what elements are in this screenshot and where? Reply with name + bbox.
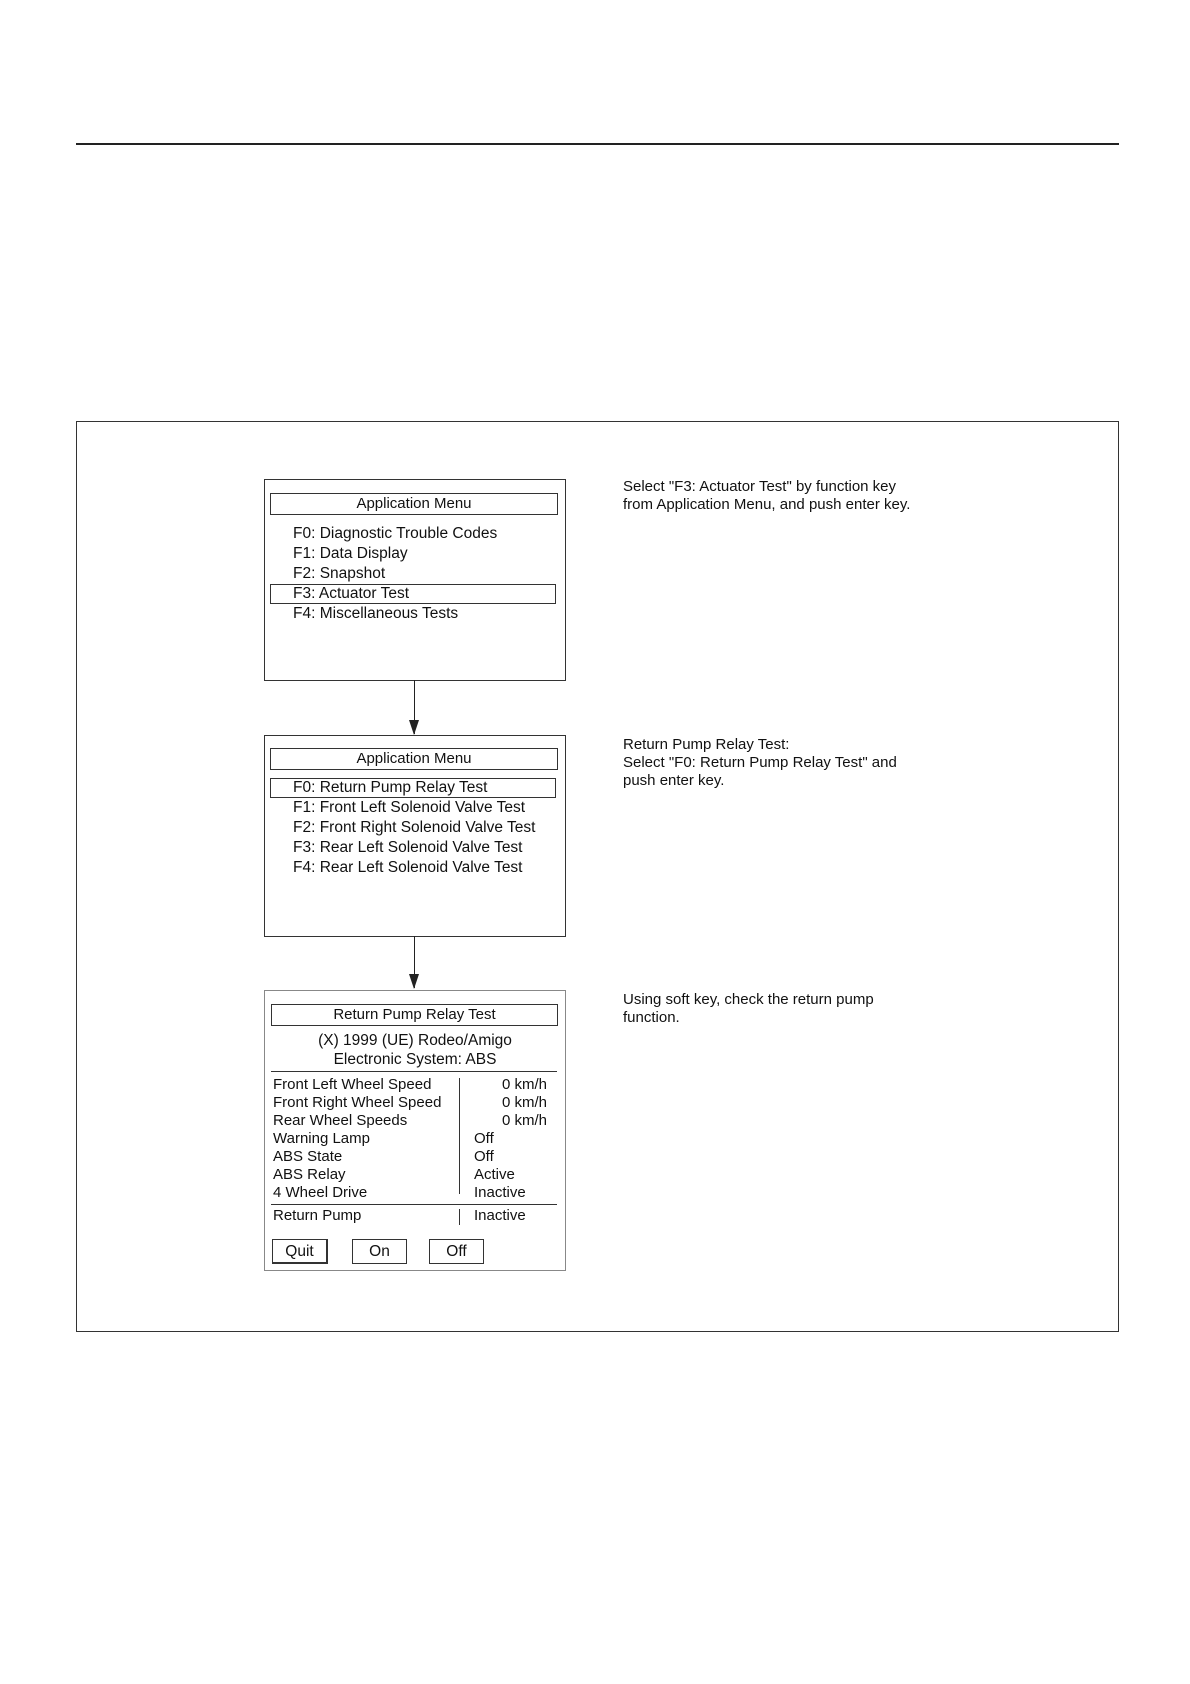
function-key-label: F2 [293, 819, 312, 836]
menu-item-f0[interactable]: F0: Diagnostic Trouble Codes [293, 525, 498, 542]
menu-item-f0-selected[interactable]: F0: Return Pump Relay Test [270, 778, 556, 798]
menu-item-label: Rear Left Solenoid Valve Test [319, 859, 523, 876]
menu-item-label: Return Pump Relay Test [319, 779, 488, 796]
screen-title: Application Menu [270, 493, 558, 515]
menu-item-label: Rear Left Solenoid Valve Test [319, 839, 523, 856]
menu-item-label: Miscellaneous Tests [319, 605, 459, 622]
divider [271, 1071, 557, 1072]
menu-item-label: Data Display [319, 545, 408, 562]
return-pump-row [273, 1207, 558, 1225]
screen-title: Return Pump Relay Test [271, 1004, 558, 1026]
menu-item-f1[interactable]: F1: Front Left Solenoid Valve Test [293, 799, 526, 816]
menu-item-f4[interactable]: F4: Rear Left Solenoid Valve Test [293, 859, 523, 876]
screen-actuator-test-menu [264, 735, 566, 937]
system-info: Electronic System: ABS [333, 1051, 497, 1068]
function-key-label: F4 [293, 859, 312, 876]
note-line: push enter key. [623, 772, 725, 789]
screen-title: Application Menu [270, 748, 558, 770]
menu-item-f4[interactable]: F4: Miscellaneous Tests [293, 605, 459, 622]
off-button[interactable]: Off [429, 1239, 484, 1264]
note-line: Select "F0: Return Pump Relay Test" and [623, 754, 897, 771]
table-row [273, 1112, 558, 1130]
table-row [273, 1184, 558, 1202]
row-label: ABS Relay [273, 1166, 346, 1183]
function-key-label: F2 [293, 565, 312, 582]
on-button[interactable]: On [352, 1239, 407, 1264]
function-key-label: F1 [293, 799, 312, 816]
menu-item-label: Front Right Solenoid Valve Test [319, 819, 536, 836]
row-label: Return Pump [273, 1207, 362, 1224]
note-line: function. [623, 1009, 680, 1026]
row-label: Warning Lamp [273, 1130, 370, 1147]
row-value: 0 km/h [501, 1076, 547, 1093]
menu-item-f1[interactable]: F1: Data Display [293, 545, 408, 562]
menu-item-f3[interactable]: F3: Rear Left Solenoid Valve Test [293, 839, 523, 856]
row-label: 4 Wheel Drive [273, 1184, 368, 1201]
note-line: Using soft key, check the return pump [623, 991, 874, 1008]
instruction-note-1 [623, 478, 1003, 514]
function-key-label: F0 [293, 525, 312, 542]
menu-list [270, 778, 558, 878]
data-table [273, 1076, 558, 1202]
row-value: Off [474, 1130, 494, 1147]
table-row [273, 1166, 558, 1184]
row-label: Front Left Wheel Speed [273, 1076, 432, 1093]
down-arrow-icon [414, 936, 415, 988]
menu-item-label: Front Left Solenoid Valve Test [319, 799, 526, 816]
table-row [273, 1094, 558, 1112]
row-label: ABS State [273, 1148, 343, 1165]
row-label: Rear Wheel Speeds [273, 1112, 408, 1129]
row-label: Front Right Wheel Speed [273, 1094, 442, 1111]
header-rule [76, 143, 1119, 145]
screen-application-menu [264, 479, 566, 681]
menu-item-label: Diagnostic Trouble Codes [319, 525, 498, 542]
function-key-label: F1 [293, 545, 312, 562]
menu-item-f3-selected[interactable]: F3: Actuator Test [270, 584, 556, 604]
row-value: Off [474, 1148, 494, 1165]
note-line: from Application Menu, and push enter key. [623, 496, 911, 513]
quit-button[interactable]: Quit [272, 1239, 328, 1264]
instruction-note-3 [623, 991, 1003, 1027]
table-row [273, 1130, 558, 1148]
row-value: 0 km/h [501, 1112, 547, 1129]
menu-item-f2[interactable]: F2: Snapshot [293, 565, 386, 582]
instruction-note-2 [623, 736, 1003, 790]
table-row [273, 1076, 558, 1094]
row-value: 0 km/h [501, 1094, 547, 1111]
vehicle-info: (X) 1999 (UE) Rodeo/Amigo [318, 1032, 512, 1049]
function-key-label: F3 [293, 585, 312, 602]
function-key-label: F0 [293, 779, 312, 796]
down-arrow-icon [414, 680, 415, 734]
menu-item-label: Snapshot [319, 565, 386, 582]
figure-frame [76, 421, 1119, 1332]
row-value: Inactive [474, 1207, 526, 1224]
screen-return-pump-relay-test [264, 990, 566, 1271]
menu-item-f2[interactable]: F2: Front Right Solenoid Valve Test [293, 819, 536, 836]
function-key-label: F3 [293, 839, 312, 856]
row-value: Active [474, 1166, 515, 1183]
note-line: Return Pump Relay Test: [623, 736, 790, 753]
note-line: Select "F3: Actuator Test" by function key [623, 478, 897, 495]
menu-item-label: Actuator Test [318, 585, 410, 602]
divider [271, 1204, 557, 1205]
function-key-label: F4 [293, 605, 312, 622]
row-value: Inactive [474, 1184, 526, 1201]
table-row [273, 1148, 558, 1166]
menu-list [270, 524, 558, 624]
